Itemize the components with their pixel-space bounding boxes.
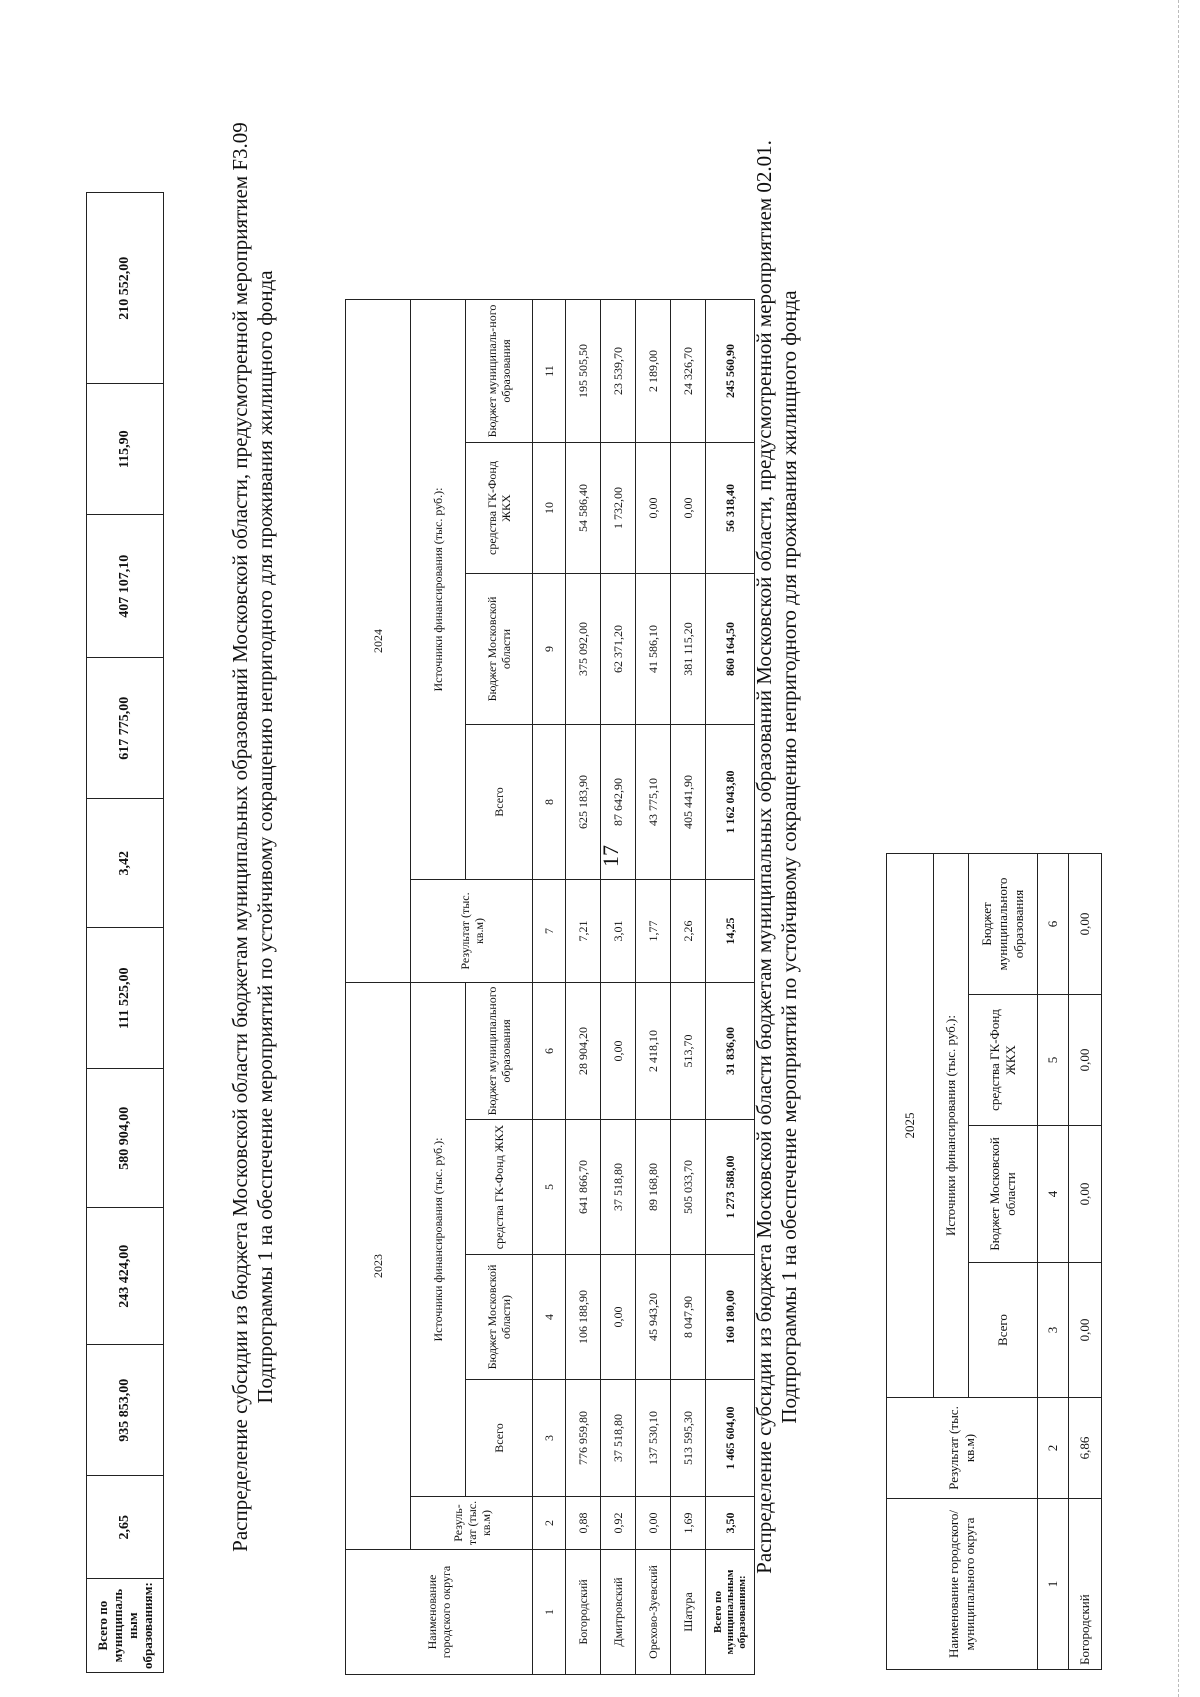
column-header: Источники финансирования (тыс. руб.): bbox=[934, 854, 969, 1398]
table-cell: 3,01 bbox=[601, 880, 636, 983]
table-row bbox=[1069, 854, 1102, 1670]
table-cell: 513,70 bbox=[671, 983, 706, 1120]
table-cell: 245 560,90 bbox=[706, 300, 755, 443]
column-header: Источники финансирования (тыс. руб.): bbox=[411, 300, 466, 880]
table-cell: 580 904,00 bbox=[87, 1069, 164, 1208]
column-header: средства ГК-Фонд ЖКХ bbox=[466, 1120, 533, 1255]
column-number: 9 bbox=[533, 574, 566, 725]
table-cell: 7,21 bbox=[566, 880, 601, 983]
column-header: Резуль-тат (тыс. кв.м) bbox=[411, 1497, 533, 1550]
column-header: Бюджет Московской области) bbox=[466, 1255, 533, 1380]
table-header-row bbox=[887, 854, 934, 1670]
column-number: 2 bbox=[533, 1497, 566, 1550]
table-cell: 375 092,00 bbox=[566, 574, 601, 725]
table-cell: 505 033,70 bbox=[671, 1120, 706, 1255]
table-cell: 106 188,90 bbox=[566, 1255, 601, 1380]
column-number: 5 bbox=[1038, 995, 1069, 1126]
total-label: Всего по муниципальным образованиям: bbox=[706, 1550, 755, 1675]
section-heading: Распределение субсидии из бюджета Московской области бюджетам муниципальных образований Московской области, предусмотренной мероприятием 02.01. Подпрограммы 1 на обеспечение мероприятий по устойчивому сокращению непригодного для проживания жилищного фонда bbox=[752, 140, 801, 1574]
column-header: Результат (тыс. кв.м) bbox=[887, 1398, 1038, 1499]
table-cell: 111 525,00 bbox=[87, 928, 164, 1069]
table-cell: 56 318,40 bbox=[706, 443, 755, 574]
table-cell: 2,26 bbox=[671, 880, 706, 983]
table-cell: 860 164,50 bbox=[706, 574, 755, 725]
table-cell: 89 168,80 bbox=[636, 1120, 671, 1255]
table-cell: 243 424,00 bbox=[87, 1208, 164, 1345]
section-heading: Распределение субсидии из бюджета Московской области бюджетам муниципальных образований Московской области, предусмотренной мероприятием F3.09 Подпрограммы 1 на обеспечение мероприятий по устойчивому сокращению непригодного для проживания жилищного фонда bbox=[228, 122, 277, 1552]
column-number: 7 bbox=[533, 880, 566, 983]
table-cell: 87 642,90 bbox=[601, 725, 636, 880]
table-cell: 14,25 bbox=[706, 880, 755, 983]
table-cell: 0,88 bbox=[566, 1497, 601, 1550]
column-header: Бюджет муниципального образования bbox=[466, 983, 533, 1120]
column-header: Бюджет Московской области bbox=[969, 1126, 1038, 1263]
table-cell: 407 107,10 bbox=[87, 515, 164, 658]
table-cell: 41 586,10 bbox=[636, 574, 671, 725]
column-header: Всего bbox=[466, 725, 533, 880]
table-cell: 45 943,20 bbox=[636, 1255, 671, 1380]
table-cell: 210 552,00 bbox=[87, 193, 164, 384]
column-number-row bbox=[1038, 854, 1069, 1670]
column-number: 1 bbox=[533, 1550, 566, 1675]
table-row bbox=[671, 300, 706, 1675]
district-name: Орехово-Зуевский bbox=[636, 1550, 671, 1675]
table-cell: 1,77 bbox=[636, 880, 671, 983]
district-name: Шатура bbox=[671, 1550, 706, 1675]
table-cell: 0,00 bbox=[1069, 1263, 1102, 1398]
table-header-row bbox=[466, 300, 533, 1675]
table-cell: 24 326,70 bbox=[671, 300, 706, 443]
table-cell: 54 586,40 bbox=[566, 443, 601, 574]
year-header: 2024 bbox=[346, 300, 411, 983]
column-number: 6 bbox=[533, 983, 566, 1120]
column-number: 10 bbox=[533, 443, 566, 574]
table-cell: 3,50 bbox=[706, 1497, 755, 1550]
district-name: Богородский bbox=[566, 1550, 601, 1675]
table-cell: 0,00 bbox=[1069, 1126, 1102, 1263]
column-header: средства ГК-Фонд ЖКХ bbox=[466, 443, 533, 574]
table-cell: 0,00 bbox=[1069, 995, 1102, 1126]
table-cell: 23 539,70 bbox=[601, 300, 636, 443]
table-cell: 935 853,00 bbox=[87, 1345, 164, 1476]
table-cell: 0,00 bbox=[636, 1497, 671, 1550]
table-row bbox=[566, 300, 601, 1675]
table-row bbox=[601, 300, 636, 1675]
table-cell: 8 047,90 bbox=[671, 1255, 706, 1380]
table-cell: 6,86 bbox=[1069, 1398, 1102, 1499]
column-header: Всего bbox=[969, 1263, 1038, 1398]
subsidy-table-2025 bbox=[886, 853, 1102, 1670]
column-number: 2 bbox=[1038, 1398, 1069, 1499]
table-cell: 115,90 bbox=[87, 384, 164, 515]
table-cell: 160 180,00 bbox=[706, 1255, 755, 1380]
column-number: 11 bbox=[533, 300, 566, 443]
table-cell: 0,00 bbox=[601, 983, 636, 1120]
table-cell: 776 959,80 bbox=[566, 1380, 601, 1497]
table-cell: 0,00 bbox=[671, 443, 706, 574]
table-row bbox=[87, 193, 164, 1673]
table-cell: 0,92 bbox=[601, 1497, 636, 1550]
table-cell: 0,00 bbox=[1069, 854, 1102, 995]
table-row bbox=[636, 300, 671, 1675]
column-header: средства ГК-Фонд ЖКХ bbox=[969, 995, 1038, 1126]
table-cell: 617 775,00 bbox=[87, 658, 164, 799]
total-row bbox=[706, 300, 755, 1675]
table-cell: 381 115,20 bbox=[671, 574, 706, 725]
table-cell: 31 836,00 bbox=[706, 983, 755, 1120]
table-cell: 1 465 604,00 bbox=[706, 1380, 755, 1497]
table-cell: 137 530,10 bbox=[636, 1380, 671, 1497]
district-name: Богородский bbox=[1069, 1499, 1102, 1670]
continued-total-table bbox=[86, 192, 164, 1673]
scan-edge-line bbox=[1178, 0, 1179, 1697]
column-number: 8 bbox=[533, 725, 566, 880]
column-number: 1 bbox=[1038, 1499, 1069, 1670]
column-header: Результат (тыс. кв.м) bbox=[411, 880, 533, 983]
table-cell: 513 595,30 bbox=[671, 1380, 706, 1497]
table-header-row bbox=[411, 300, 466, 1675]
column-number: 4 bbox=[533, 1255, 566, 1380]
table-cell: 641 866,70 bbox=[566, 1120, 601, 1255]
table-cell: 1 732,00 bbox=[601, 443, 636, 574]
table-cell: 1 162 043,80 bbox=[706, 725, 755, 880]
table-cell: 0,00 bbox=[636, 443, 671, 574]
year-header: 2025 bbox=[887, 854, 934, 1398]
table-cell: 2 189,00 bbox=[636, 300, 671, 443]
column-number: 3 bbox=[1038, 1263, 1069, 1398]
district-name: Дмитровский bbox=[601, 1550, 636, 1675]
table-cell: 2 418,10 bbox=[636, 983, 671, 1120]
table-cell: 2,65 bbox=[87, 1476, 164, 1579]
column-header: Наименование городского/муниципального округа bbox=[887, 1499, 1038, 1670]
table-cell: 3,42 bbox=[87, 799, 164, 928]
table-cell: 405 441,90 bbox=[671, 725, 706, 880]
column-number: 5 bbox=[533, 1120, 566, 1255]
column-number: 4 bbox=[1038, 1126, 1069, 1263]
table-cell: 37 518,80 bbox=[601, 1120, 636, 1255]
table-cell: 62 371,20 bbox=[601, 574, 636, 725]
column-header: Наименование городского округа bbox=[346, 1550, 533, 1675]
column-number: 6 bbox=[1038, 854, 1069, 995]
table-cell: 1 273 588,00 bbox=[706, 1120, 755, 1255]
column-header: Бюджет муниципаль-ного образования bbox=[466, 300, 533, 443]
table-header-row bbox=[346, 300, 411, 1675]
table-cell: 1,69 bbox=[671, 1497, 706, 1550]
column-header: Бюджет муниципального образования bbox=[969, 854, 1038, 995]
table-cell: 0,00 bbox=[601, 1255, 636, 1380]
column-number-row bbox=[533, 300, 566, 1675]
column-number: 3 bbox=[533, 1380, 566, 1497]
column-header: Бюджет Московской области bbox=[466, 574, 533, 725]
table-cell: 37 518,80 bbox=[601, 1380, 636, 1497]
column-header: Источники финансирования (тыс. руб.): bbox=[411, 983, 466, 1497]
subsidy-table-2023-2024 bbox=[345, 299, 755, 1675]
page-number: 17 bbox=[598, 845, 623, 867]
table-cell: 43 775,10 bbox=[636, 725, 671, 880]
total-label: Всего по муниципаль ным образованиям: bbox=[87, 1579, 164, 1673]
column-header: Всего bbox=[466, 1380, 533, 1497]
table-cell: 625 183,90 bbox=[566, 725, 601, 880]
table-cell: 195 505,50 bbox=[566, 300, 601, 443]
year-header: 2023 bbox=[346, 983, 411, 1550]
table-cell: 28 904,20 bbox=[566, 983, 601, 1120]
